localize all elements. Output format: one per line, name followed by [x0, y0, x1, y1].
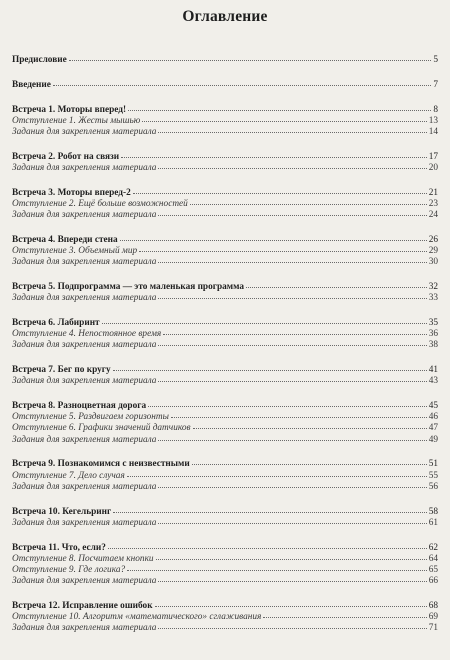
toc-entry-chapter: [12, 188, 438, 199]
dot-leader: [121, 156, 427, 158]
toc-entry-subsection: [12, 116, 438, 127]
toc-entry-page-number: 23: [428, 198, 438, 209]
toc-entry-title: Задания для закрепления материала: [12, 376, 157, 387]
toc-entry-title: Отступление 1. Жесты мышью: [12, 115, 141, 126]
dot-leader: [158, 380, 426, 382]
dot-leader: [158, 167, 426, 169]
toc-entry-page-number: 24: [428, 210, 438, 221]
dot-leader: [193, 427, 427, 429]
toc-entry-subsection: [12, 293, 438, 304]
toc-entry-title: Задания для закрепления материала: [12, 126, 157, 137]
toc-entry-page-number: 8: [433, 104, 438, 115]
toc-entry-page-number: 17: [428, 151, 438, 162]
toc-entry-subsection: [12, 340, 438, 351]
toc-entry-title: Отступление 7. Дело случая: [12, 470, 125, 481]
toc-entry-subsection: [12, 471, 438, 482]
toc-section: [12, 235, 438, 269]
toc-entry-title: Отступление 8. Посчитаем кнопки: [12, 553, 154, 564]
dot-leader: [158, 627, 426, 629]
toc-entry-title: Задания для закрепления материала: [12, 623, 157, 634]
toc-section: [12, 318, 438, 352]
toc-entry-page-number: 71: [428, 623, 438, 634]
toc-entry-subsection: [12, 329, 438, 340]
toc-entry-chapter: [12, 459, 438, 470]
toc-entry-page-number: 13: [428, 115, 438, 126]
dot-leader: [127, 569, 427, 571]
toc-entry-page-number: 14: [428, 126, 438, 137]
dot-leader: [190, 203, 427, 205]
toc-entry-title: Отступление 6. Графики значений датчиков: [12, 423, 191, 434]
toc-entry-title: Отступление 4. Непостоянное время: [12, 329, 162, 340]
toc-entry-page-number: 69: [428, 612, 438, 623]
toc-entry-title: Встреча 1. Моторы вперед!: [12, 104, 127, 115]
toc-entry-chapter: [12, 152, 438, 163]
toc-entry-title: Введение: [12, 79, 51, 90]
dot-leader: [148, 405, 427, 407]
toc-entry-title: Встреча 7. Бег по кругу: [12, 365, 111, 376]
toc-entry-title: Задания для закрепления материала: [12, 434, 157, 445]
toc-entry-page-number: 66: [428, 576, 438, 587]
dot-leader: [133, 192, 427, 194]
toc-entry-page-number: 55: [428, 470, 438, 481]
dot-leader: [156, 558, 427, 560]
toc-entry-title: Встреча 9. Познакомимся с неизвестными: [12, 459, 190, 470]
toc-section: [12, 282, 438, 304]
toc-entry-title: Встреча 8. Разноцветная дорога: [12, 401, 147, 412]
toc-entry-page-number: 7: [433, 79, 438, 90]
toc-section: [12, 543, 438, 588]
toc-entry-subsection: [12, 210, 438, 221]
toc-entry-page-number: 49: [428, 434, 438, 445]
toc-entry-chapter: [12, 601, 438, 612]
toc-entry-page-number: 58: [428, 506, 438, 517]
toc-entry-chapter: [12, 105, 438, 116]
toc-entry-title: Отступление 3. Объемный мир: [12, 246, 138, 257]
toc-entry-page-number: 32: [428, 282, 438, 292]
toc-entry-page-number: 38: [428, 340, 438, 351]
toc-section: [12, 401, 438, 446]
toc-entry-subsection: [12, 554, 438, 565]
toc-entry-title: Предисловие: [12, 55, 67, 65]
toc-entry-title: Встреча 10. Кегельринг: [12, 506, 112, 517]
toc-entry-page-number: 29: [428, 246, 438, 257]
toc-entry-subsection: [12, 612, 438, 623]
toc-entry-subsection: [12, 163, 438, 174]
toc-entry-page-number: 64: [428, 553, 438, 564]
dot-leader: [113, 511, 426, 513]
toc-entry-title: Отступление 5. Раздвигаем горизонты: [12, 412, 169, 423]
toc-section: [12, 507, 438, 529]
dot-leader: [158, 297, 426, 299]
dot-leader: [158, 214, 426, 216]
toc-entry-page-number: 33: [428, 293, 438, 304]
toc-entry-title: Задания для закрепления материала: [12, 257, 157, 268]
toc-entry-page-number: 68: [428, 600, 438, 611]
toc-section: [12, 80, 438, 91]
dot-leader: [171, 416, 427, 418]
dot-leader: [158, 580, 426, 582]
toc-entry-title: Задания для закрепления материала: [12, 210, 157, 221]
toc-entry-chapter: [12, 282, 438, 293]
toc-entry-page-number: 46: [428, 412, 438, 423]
toc-entry-subsection: [12, 127, 438, 138]
page-title: Оглавление: [182, 8, 268, 25]
toc-entry-page-number: 51: [428, 459, 438, 470]
toc-entry-title: Встреча 2. Робот на связи: [12, 151, 120, 162]
toc-entry-chapter: [12, 543, 438, 554]
dot-leader: [192, 463, 427, 465]
toc-entry-subsection: [12, 412, 438, 423]
toc-entry-page-number: 21: [428, 187, 438, 198]
toc-entry-page-number: 62: [428, 542, 438, 553]
toc-entry-page-number: 56: [428, 481, 438, 492]
dot-leader: [163, 333, 426, 335]
toc-entry-subsection: [12, 257, 438, 268]
toc-entry-title: Отступление 9. Где логика?: [12, 564, 126, 575]
toc-section: [12, 188, 438, 222]
dot-leader: [108, 547, 427, 549]
toc-entry-subsection: [12, 246, 438, 257]
dot-leader: [155, 605, 427, 607]
dot-leader: [53, 84, 431, 86]
toc-entry-page-number: 65: [428, 564, 438, 575]
toc-section: [12, 55, 438, 66]
toc-entry-page-number: 43: [428, 376, 438, 387]
toc-entry-title: Задания для закрепления материала: [12, 576, 157, 587]
toc-entry-chapter: [12, 401, 438, 412]
dot-leader: [158, 439, 426, 441]
toc-section: [12, 152, 438, 174]
toc-entry-title: Отступление 10. Алгоритм «математического» сглаживания: [12, 612, 262, 623]
toc-entry-page-number: 41: [428, 365, 438, 376]
toc-entry-chapter: [12, 55, 438, 66]
table-of-contents: [12, 55, 438, 648]
dot-leader: [102, 322, 427, 324]
dot-leader: [158, 344, 426, 346]
toc-entry-subsection: [12, 199, 438, 210]
toc-entry-subsection: [12, 435, 438, 446]
toc-entry-title: Встреча 5. Подпрограмма — это маленькая программа: [12, 282, 245, 292]
toc-entry-page-number: 61: [428, 517, 438, 528]
toc-section: [12, 459, 438, 493]
toc-entry-title: Встреча 6. Лабиринт: [12, 317, 100, 328]
dot-leader: [158, 131, 426, 133]
toc-entry-subsection: [12, 376, 438, 387]
toc-entry-subsection: [12, 482, 438, 493]
toc-entry-page-number: 5: [433, 55, 438, 65]
dot-leader: [69, 59, 432, 61]
toc-entry-title: Встреча 4. Впереди стена: [12, 234, 118, 245]
toc-entry-subsection: [12, 576, 438, 587]
dot-leader: [120, 239, 427, 241]
toc-section: [12, 601, 438, 635]
toc-entry-title: Задания для закрепления материала: [12, 162, 157, 173]
dot-leader: [128, 109, 431, 111]
dot-leader: [263, 616, 426, 618]
toc-entry-page-number: 30: [428, 257, 438, 268]
toc-entry-title: Задания для закрепления материала: [12, 340, 157, 351]
dot-leader: [127, 475, 427, 477]
toc-entry-chapter: [12, 318, 438, 329]
toc-entry-subsection: [12, 565, 438, 576]
dot-leader: [139, 250, 427, 252]
toc-entry-page-number: 20: [428, 162, 438, 173]
dot-leader: [246, 286, 427, 288]
toc-section: [12, 105, 438, 139]
toc-entry-subsection: [12, 423, 438, 434]
toc-entry-title: Отступление 2. Ещё больше возможностей: [12, 198, 188, 209]
toc-entry-title: Встреча 3. Моторы вперед-2: [12, 187, 131, 198]
toc-entry-subsection: [12, 623, 438, 634]
toc-entry-chapter: [12, 507, 438, 518]
dot-leader: [158, 486, 426, 488]
dot-leader: [142, 120, 426, 122]
toc-entry-subsection: [12, 518, 438, 529]
toc-entry-title: Встреча 11. Что, если?: [12, 542, 106, 553]
toc-entry-page-number: 47: [428, 423, 438, 434]
toc-entry-chapter: [12, 235, 438, 246]
toc-entry-title: Встреча 12. Исправление ошибок: [12, 600, 153, 611]
toc-entry-title: Задания для закрепления материала: [12, 293, 157, 304]
toc-entry-page-number: 45: [428, 401, 438, 412]
toc-entry-chapter: [12, 80, 438, 91]
dot-leader: [113, 369, 427, 371]
toc-entry-page-number: 26: [428, 234, 438, 245]
dot-leader: [158, 522, 426, 524]
toc-section: [12, 365, 438, 387]
toc-entry-page-number: 36: [428, 329, 438, 340]
toc-entry-page-number: 35: [428, 317, 438, 328]
toc-entry-title: Задания для закрепления материала: [12, 517, 157, 528]
dot-leader: [158, 261, 426, 263]
toc-entry-chapter: [12, 365, 438, 376]
toc-entry-title: Задания для закрепления материала: [12, 481, 157, 492]
